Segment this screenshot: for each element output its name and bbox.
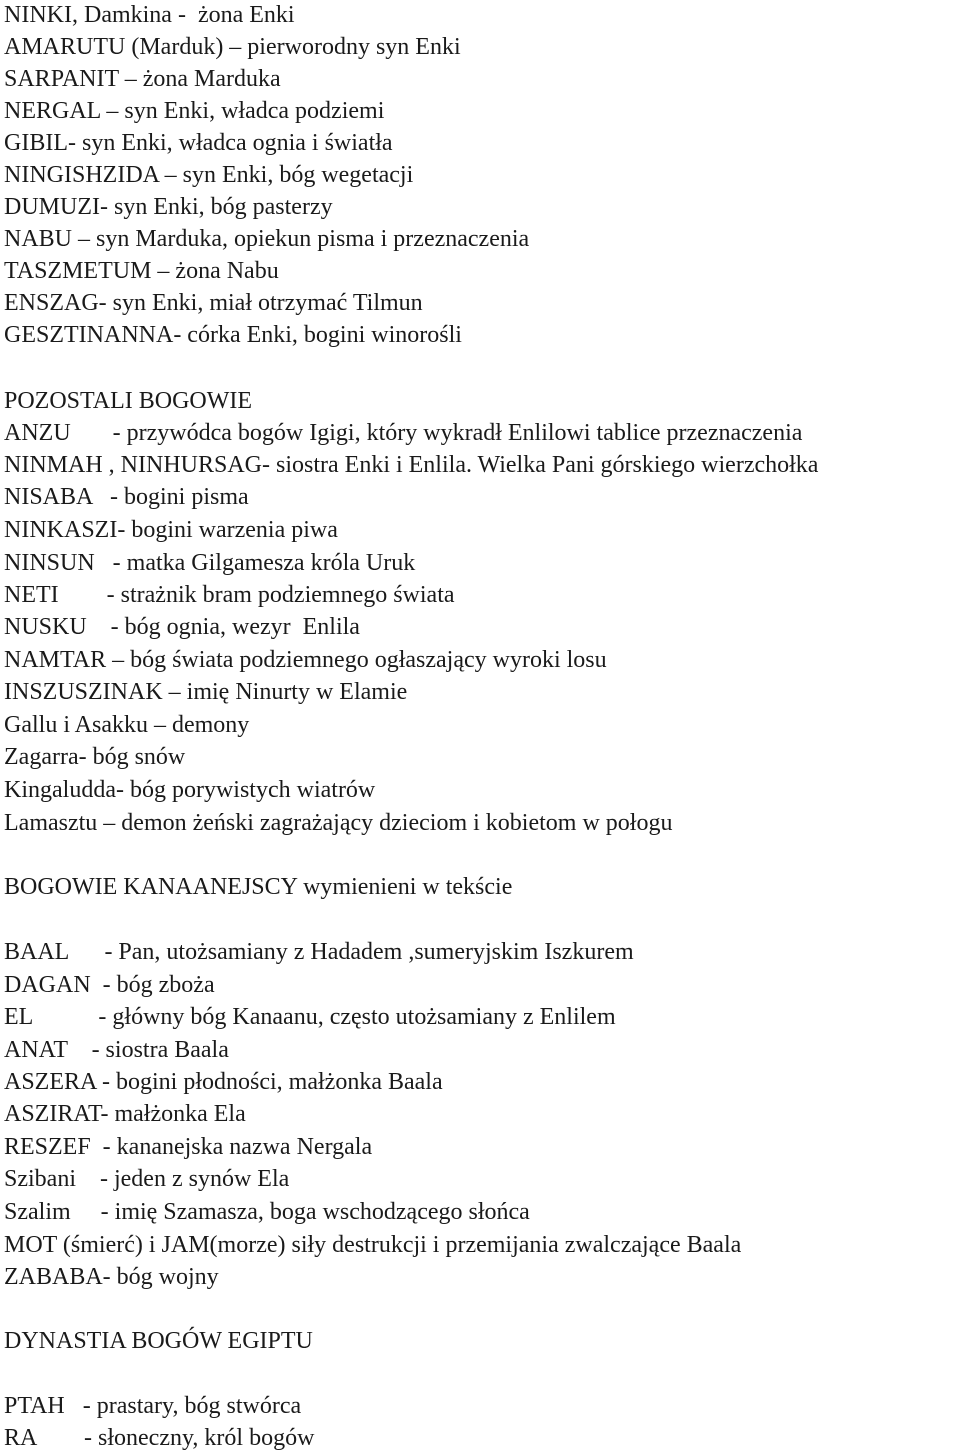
text-line: PTAH - prastary, bóg stwórca — [4, 1393, 302, 1419]
text-line: DUMUZI- syn Enki, bóg pasterzy — [4, 194, 333, 220]
section-heading-egipt: DYNASTIA BOGÓW EGIPTU — [4, 1328, 313, 1354]
text-line: RESZEF - kananejska nazwa Nergala — [4, 1134, 373, 1160]
text-line: NINKASZI- bogini warzenia piwa — [4, 517, 338, 543]
text-line: GIBIL- syn Enki, władca ognia i światła — [4, 130, 393, 156]
text-line: NINMAH , NINHURSAG- siostra Enki i Enlila. Wielka Pani górskiego wierzchołka — [4, 452, 819, 478]
text-line: EL - główny bóg Kanaanu, często utożsamiany z Enlilem — [4, 1004, 616, 1030]
text-line: SARPANIT – żona Marduka — [4, 66, 281, 92]
text-line: Szalim - imię Szamasza, boga wschodzącego słońca — [4, 1199, 530, 1225]
text-line: Lamasztu – demon żeński zagrażający dzieciom i kobietom w połogu — [4, 810, 673, 836]
text-line: ANAT - siostra Baala — [4, 1037, 229, 1063]
text-line: NISABA - bogini pisma — [4, 484, 249, 510]
text-line: ANZU - przywódca bogów Igigi, który wykradł Enlilowi tablice przeznaczenia — [4, 420, 803, 446]
text-line: NAMTAR – bóg świata podziemnego ogłaszający wyroki losu — [4, 647, 607, 673]
text-line: NABU – syn Marduka, opiekun pisma i przeznaczenia — [4, 226, 530, 252]
text-line: NINSUN - matka Gilgamesza króla Uruk — [4, 550, 416, 576]
section-heading-pozostali: POZOSTALI BOGOWIE — [4, 388, 253, 414]
text-line: Kingaludda- bóg porywistych wiatrów — [4, 777, 376, 803]
section-heading-kanaanejscy: BOGOWIE KANAANEJSCY wymienieni w tekście — [4, 874, 513, 900]
text-line: ZABABA- bóg wojny — [4, 1264, 219, 1290]
text-line: NETI - strażnik bram podziemnego świata — [4, 582, 455, 608]
text-line: GESZTINANNA- córka Enki, bogini winorośli — [4, 322, 462, 348]
text-line: NINGISHZIDA – syn Enki, bóg wegetacji — [4, 162, 414, 188]
text-line: INSZUSZINAK – imię Ninurty w Elamie — [4, 679, 408, 705]
text-line: NERGAL – syn Enki, władca podziemi — [4, 98, 385, 124]
text-line: NUSKU - bóg ognia, wezyr Enlila — [4, 614, 360, 640]
text-line: Szibani - jeden z synów Ela — [4, 1166, 290, 1192]
text-line: ASZIRAT- małżonka Ela — [4, 1101, 246, 1127]
text-line: BAAL - Pan, utożsamiany z Hadadem ,sumeryjskim Iszkurem — [4, 939, 634, 965]
text-line: NINKI, Damkina - żona Enki — [4, 2, 295, 28]
text-line: DAGAN - bóg zboża — [4, 972, 215, 998]
text-line: RA - słoneczny, król bogów — [4, 1425, 315, 1451]
text-line: MOT (śmierć) i JAM(morze) siły destrukcji i przemijania zwalczające Baala — [4, 1232, 742, 1258]
text-line: Gallu i Asakku – demony — [4, 712, 250, 738]
text-line: TASZMETUM – żona Nabu — [4, 258, 279, 284]
text-line: ASZERA - bogini płodności, małżonka Baala — [4, 1069, 443, 1095]
text-line: AMARUTU (Marduk) – pierworodny syn Enki — [4, 34, 461, 60]
text-line: Zagarra- bóg snów — [4, 744, 186, 770]
text-line: ENSZAG- syn Enki, miał otrzymać Tilmun — [4, 290, 423, 316]
